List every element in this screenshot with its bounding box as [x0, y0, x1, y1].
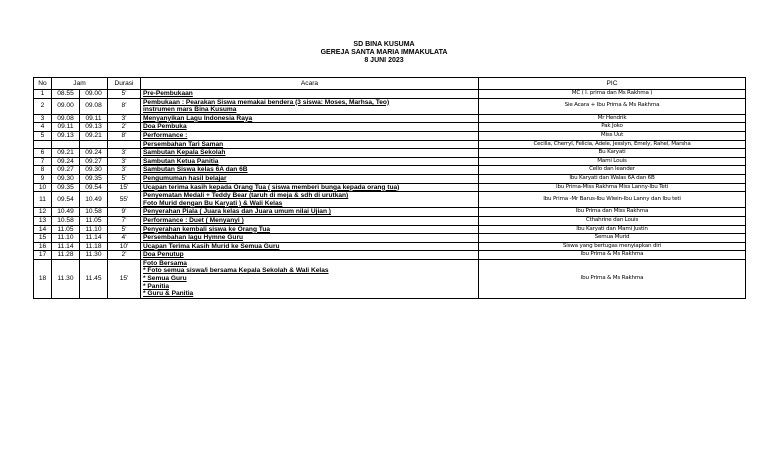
row-event: [141, 149, 479, 158]
row-duration: 2': [108, 123, 141, 132]
schedule-body: [34, 90, 746, 299]
row-event-line: * Foto semua siswa/i bersama Kepala Sekolah & Wali Kelas: [143, 267, 329, 275]
row-no: 16: [34, 242, 52, 251]
row-end-time: 09.21: [80, 131, 108, 140]
row-end-time: 09.27: [80, 157, 108, 166]
row-start-time: [52, 140, 80, 149]
event-date: 8 JUNI 2023: [364, 57, 404, 64]
row-end-time: [80, 140, 108, 149]
col-acara-header: Acara: [141, 78, 479, 90]
row-start-time: 09.24: [52, 157, 80, 166]
table-row: [34, 157, 746, 166]
row-event-line: * Guru & Panitia: [143, 290, 194, 298]
row-pic: Bu Karyati: [479, 149, 746, 158]
row-start-time: 10.58: [52, 216, 80, 225]
row-no: 4: [34, 123, 52, 132]
row-duration: 3': [108, 157, 141, 166]
row-duration: 15': [108, 183, 141, 192]
row-no: 18: [34, 259, 52, 298]
row-end-time: 11.10: [80, 225, 108, 234]
row-end-time: 10.49: [80, 192, 108, 208]
row-end-time: 11.14: [80, 234, 108, 243]
row-event-line: Persembahan Tari Saman: [143, 140, 224, 148]
row-event-line: * Semua Guru: [143, 275, 187, 283]
row-start-time: 09.00: [52, 98, 80, 114]
row-event-line: instrumen mars Bina Kusuma: [143, 106, 237, 114]
row-no: 12: [34, 208, 52, 217]
row-pic: Sie Acara + Ibu Prima & Ms Rakhma: [479, 98, 746, 114]
table-row: [34, 149, 746, 158]
row-end-time: 11.05: [80, 216, 108, 225]
row-event-line: Performance :: [143, 131, 188, 139]
row-pic: Ibu Prima -Mr Barus-Ibu Wiwin-Ibu Lanny dan Ibu teti: [479, 192, 746, 208]
row-event-line: Doa Pembuka: [143, 123, 187, 131]
row-event: [141, 183, 479, 192]
row-duration: 4': [108, 234, 141, 243]
table-row: [34, 216, 746, 225]
table-row: [34, 225, 746, 234]
row-start-time: 11.05: [52, 225, 80, 234]
row-event: [141, 192, 479, 208]
row-pic: Miss Uut: [479, 131, 746, 140]
school-name: SD BINA KUSUMA: [353, 41, 415, 48]
row-start-time: 09.13: [52, 131, 80, 140]
row-no: 7: [34, 157, 52, 166]
table-row: [34, 192, 746, 208]
row-end-time: 09.24: [80, 149, 108, 158]
table-row: [34, 114, 746, 123]
row-event: [141, 140, 479, 149]
table-row: [34, 123, 746, 132]
row-event: [141, 251, 479, 260]
row-duration: 5': [108, 90, 141, 99]
row-pic: Ibu Prima & Ms Rakhma: [479, 259, 746, 298]
row-event: [141, 166, 479, 175]
row-end-time: 11.18: [80, 242, 108, 251]
row-end-time: 11.30: [80, 251, 108, 260]
row-no: 11: [34, 192, 52, 208]
row-pic: Cecilia, Cherryl, Felicia, Adele, Jesslyn, Emely, Rahel, Marsha: [479, 140, 746, 149]
church-name: GEREJA SANTA MARIA IMMAKULATA: [320, 49, 448, 56]
row-event: [141, 259, 479, 298]
col-jam-header: Jam: [52, 78, 108, 90]
row-duration: 5': [108, 174, 141, 183]
table-row: [34, 183, 746, 192]
row-start-time: 09.11: [52, 123, 80, 132]
row-duration: 3': [108, 149, 141, 158]
table-row: [34, 234, 746, 243]
schedule-table: [33, 77, 746, 299]
row-duration: 8': [108, 98, 141, 114]
row-event-line: Performance : Duet ( Menyanyi ): [143, 216, 244, 224]
row-event: [141, 234, 479, 243]
row-no: 1: [34, 90, 52, 99]
row-event: [141, 242, 479, 251]
row-pic: Semua Murid: [479, 234, 746, 243]
row-pic: Ibu Karyati dan Walas 6A dan 6B: [479, 174, 746, 183]
row-pic: Ibu Prima dan Miss Rakhma: [479, 208, 746, 217]
row-duration: 7': [108, 216, 141, 225]
row-no: 13: [34, 216, 52, 225]
row-event-line: Penyerahan kembali siswa ke Orang Tua: [143, 225, 271, 233]
row-end-time: 09.35: [80, 174, 108, 183]
row-event: [141, 157, 479, 166]
row-event-line: Doa Penutup: [143, 251, 184, 259]
row-duration: 3': [108, 166, 141, 175]
row-pic: Mr Hendrik: [479, 114, 746, 123]
row-start-time: 11.10: [52, 234, 80, 243]
row-duration: 15': [108, 259, 141, 298]
row-event-line: Menyanyikan Lagu Indonesia Raya: [143, 114, 253, 122]
row-event-line: Ucapan Terima Kasih Murid ke Semua Guru: [143, 242, 280, 250]
row-start-time: 11.28: [52, 251, 80, 260]
row-start-time: 11.30: [52, 259, 80, 298]
row-start-time: 09.21: [52, 149, 80, 158]
row-event: [141, 90, 479, 99]
table-row: [34, 98, 746, 114]
row-no: 10: [34, 183, 52, 192]
row-event: [141, 131, 479, 140]
row-event-line: Pengumuman hasil belajar: [143, 174, 227, 182]
row-event-line: Foto Murid dengan Bu Karyati ) & Wali Kelas: [143, 199, 283, 207]
row-event-line: Penyerahan Piala ( Juara kelas dan Juara umum nilai Ujian ): [143, 208, 331, 216]
row-pic: Mami Louis: [479, 157, 746, 166]
row-start-time: 09.27: [52, 166, 80, 175]
col-no-header: No: [34, 78, 52, 90]
row-pic: Siswa yang bertugas menyiapkan diri: [479, 242, 746, 251]
row-no: 15: [34, 234, 52, 243]
row-event-line: Penyematan Medali + Teddy Bear (taruh di meja & sdh di urutkan): [143, 192, 349, 200]
row-start-time: 09.30: [52, 174, 80, 183]
table-row: [34, 90, 746, 99]
row-no: [34, 140, 52, 149]
row-pic: Ibu Prima & Ms Rakhma: [479, 251, 746, 260]
row-event-line: Pre-Pembukaan: [143, 90, 193, 97]
table-row: [34, 259, 746, 298]
row-duration: 55': [108, 192, 141, 208]
row-end-time: 09.13: [80, 123, 108, 132]
row-end-time: 09.11: [80, 114, 108, 123]
table-row: [34, 242, 746, 251]
row-event: [141, 225, 479, 234]
table-row: [34, 140, 746, 149]
table-row: [34, 131, 746, 140]
table-row: [34, 174, 746, 183]
row-pic: Ibu Karyati dan Mami Justin: [479, 225, 746, 234]
row-event: [141, 114, 479, 123]
row-no: 5: [34, 131, 52, 140]
row-end-time: 09.30: [80, 166, 108, 175]
row-end-time: 09.00: [80, 90, 108, 99]
table-row: [34, 166, 746, 175]
row-start-time: 09.35: [52, 183, 80, 192]
table-row: [34, 208, 746, 217]
row-end-time: 09.08: [80, 98, 108, 114]
row-duration: 8': [108, 131, 141, 140]
row-event: [141, 174, 479, 183]
row-no: 2: [34, 98, 52, 114]
row-end-time: 09.54: [80, 183, 108, 192]
row-start-time: 09.08: [52, 114, 80, 123]
row-end-time: 10.58: [80, 208, 108, 217]
col-pic-header: PIC: [479, 78, 746, 90]
row-pic: Pak Joko: [479, 123, 746, 132]
row-duration: 9': [108, 208, 141, 217]
row-event-line: * Panitia: [143, 282, 170, 290]
row-event-line: Persembahan lagu Hymne Guru: [143, 234, 244, 242]
row-duration: 5': [108, 225, 141, 234]
row-no: 8: [34, 166, 52, 175]
row-duration: 2': [108, 251, 141, 260]
row-no: 9: [34, 174, 52, 183]
row-start-time: 08.55: [52, 90, 80, 99]
row-event-line: Foto Bersama: [143, 259, 187, 267]
row-pic: MC ( I. prima dan Ms Rakhma ): [479, 90, 746, 99]
row-no: 17: [34, 251, 52, 260]
row-event: [141, 98, 479, 114]
row-duration: [108, 140, 141, 149]
row-start-time: 10.49: [52, 208, 80, 217]
row-pic: Cello dan leander: [479, 166, 746, 175]
table-header-row: [34, 78, 746, 90]
row-no: 14: [34, 225, 52, 234]
table-row: [34, 251, 746, 260]
row-pic: Cthahrine dan Louis: [479, 216, 746, 225]
row-event: [141, 216, 479, 225]
row-start-time: 11.14: [52, 242, 80, 251]
row-no: 6: [34, 149, 52, 158]
row-duration: 10': [108, 242, 141, 251]
row-event-line: Sambutan Kepala Sekolah: [143, 149, 226, 157]
row-no: 3: [34, 114, 52, 123]
row-end-time: 11.45: [80, 259, 108, 298]
row-event-line: Sambutan Ketua Panitia: [143, 157, 219, 165]
row-event-line: Sambutan Siswa kelas 6A dan 6B: [143, 166, 248, 174]
row-event: [141, 208, 479, 217]
row-pic: Ibu Prima-Miss Rakhma Miss Lanny-Ibu Teti: [479, 183, 746, 192]
col-durasi-header: Durasi: [108, 78, 141, 90]
row-start-time: 09.54: [52, 192, 80, 208]
row-event-line: Pembukaan : Pearakan Siswa memakai bendera (3 siswa: Moses, Marhsa, Teo): [143, 98, 390, 106]
row-duration: 3': [108, 114, 141, 123]
row-event: [141, 123, 479, 132]
row-event-line: Ucapan terima kasih kepada Orang Tua ( siswa memberi bunga kepada orang tua): [143, 183, 400, 191]
